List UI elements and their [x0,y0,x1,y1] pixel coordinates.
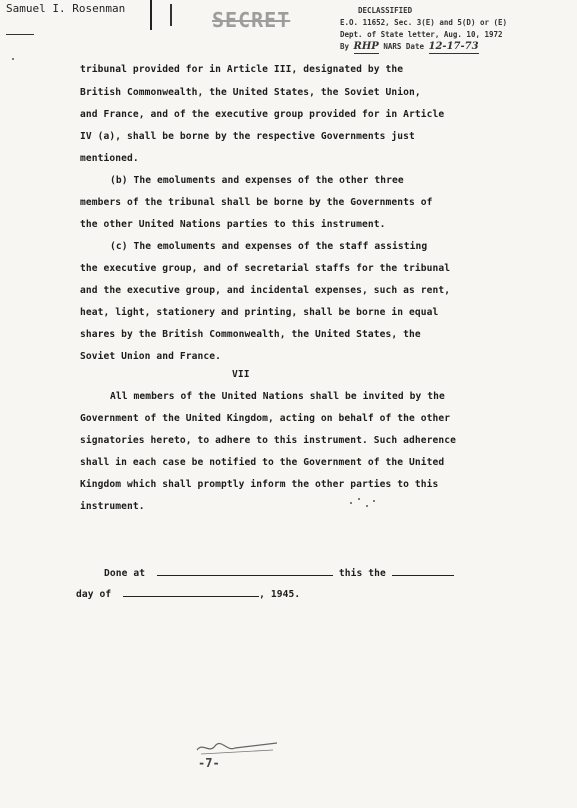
done-at-line [104,566,454,579]
day-of-label: day of [76,589,112,600]
this-the-label: this the [338,568,386,579]
section-line: signatories hereto, to adhere to this instrument. Such adherence [80,435,457,446]
section-line: All members of the United Nations shall be invited by the [110,391,445,402]
page-number: -7- [198,756,220,770]
declass-title: DECLASSIFIED [358,6,413,15]
body-line: mentioned. [80,153,139,164]
declass-by: By [340,42,350,51]
section-line: instrument. [80,501,145,512]
section-line: Government of the United Kingdom, acting on behalf of the other [80,413,451,424]
body-line: the executive group, and of secretarial staffs for the tribunal [80,263,451,274]
ink-speck [350,502,352,504]
section-line: Kingdom which shall promptly inform the other parties to this [80,479,439,490]
body-line: members of the tribunal shall be borne by the Governments of [80,197,433,208]
declass-letter: Dept. of State letter, Aug. 10, 1972 [340,30,503,39]
date-blank [392,566,454,576]
body-line: heat, light, stationery and printing, shall be borne in equal [80,307,439,318]
header-rule [6,34,34,35]
body-line: shares by the British Commonwealth, the United States, the [80,329,421,340]
body-line: tribunal provided for in Article III, designated by the [80,64,404,75]
ink-speck [373,500,375,502]
done-at-label: Done at [104,568,146,579]
paragraph-b-line: (b) The emoluments and expenses of the other three [110,175,404,186]
paragraph-c-line: (c) The emoluments and expenses of the staff assisting [110,241,428,252]
section-heading: VII [232,369,250,380]
body-line: and the executive group, and incidental expenses, such as rent, [80,285,451,296]
body-line: and France, and of the executive group provided for in Article [80,109,445,120]
margin-mark [150,0,152,30]
declass-authority: E.O. 11652, Sec. 3(E) and 5(D) or (E) [340,18,508,27]
ink-speck [12,58,14,60]
body-line: IV (a), shall be borne by the respective Governments just [80,131,415,142]
body-line: British Commonwealth, the United States, the Soviet Union, [80,87,421,98]
classification-stamp: SECRET [212,8,291,32]
handwritten-mark [195,740,280,756]
ink-speck [366,505,368,507]
body-line: Soviet Union and France. [80,351,222,362]
declassification-stamp [340,5,507,54]
author-name: Samuel I. Rosenman [6,2,126,15]
body-line: the other United Nations parties to this instrument. [80,219,386,230]
section-line: shall in each case be notified to the Government of the United [80,457,445,468]
declass-by-line [340,41,507,54]
year-label: , 1945. [259,589,301,600]
declass-date: 12-17-73 [428,41,479,52]
month-blank [123,587,259,597]
ink-speck [358,498,360,500]
declass-initials: RHP [353,41,379,52]
margin-mark [170,4,172,26]
declass-nars: NARS Date [383,42,424,51]
day-of-line [76,587,300,600]
place-blank [157,566,333,576]
